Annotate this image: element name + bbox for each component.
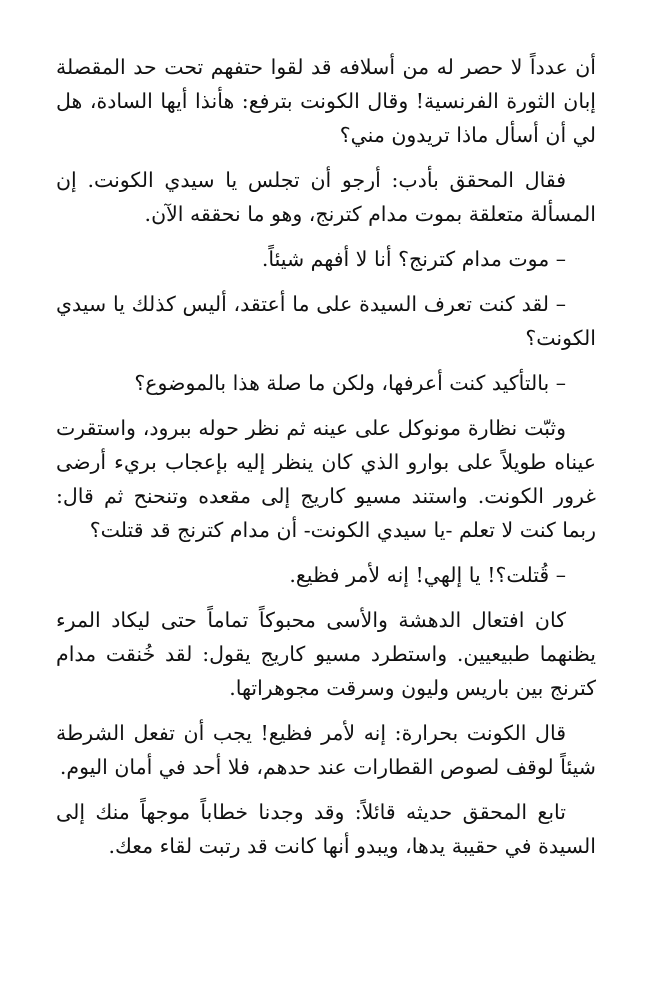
dialogue-line-1: – موت مدام كترنج؟ أنا لا أفهم شيئاً.: [261, 247, 566, 271]
paragraph-6: وثبّت نظارة مونوكل على عينه ثم نظر حوله ببرود، واستقرت عيناه طويلاً على بوارو الذي كان ينظر إليه بإعجاب بريء أرضى غرور الكونت. واستند مسيو كاريج إلى مقعده وتنحنح ثم قال: ربما كنت لا تعلم -يا سيدي الكونت- أن مدام كترنج قد قتلت؟: [56, 416, 596, 542]
paragraph-9: قال الكونت بحرارة: إنه لأمر فظيع! يجب أن تفعل الشرطة شيئاً لوقف لصوص القطارات عند حدهم، فلا أحد في أمان اليوم.: [56, 721, 596, 779]
dialogue-line-4: – قُتلت؟! يا إلهي! إنه لأمر فظيع.: [289, 563, 566, 587]
paragraph-2: فقال المحقق بأدب: أرجو أن تجلس يا سيدي الكونت. إن المسألة متعلقة بموت مدام كترنج، وهو ما نحققه الآن.: [56, 168, 596, 226]
paragraph-10: تابع المحقق حديثه قائلاً: وقد وجدنا خطاباً موجهاً منك إلى السيدة في حقيبة يدها، ويبدو أنها كانت قد رتبت لقاء معك.: [56, 800, 596, 858]
dialogue-line-2: – لقد كنت تعرف السيدة على ما أعتقد، أليس كذلك يا سيدي الكونت؟: [56, 292, 596, 350]
paragraph-8: كان افتعال الدهشة والأسى محبوكاً تماماً حتى ليكاد المرء يظنهما طبيعيين. واستطرد مسيو كاريج يقول: لقد خُنقت مدام كترنج بين باريس وليون وسرقت مجوهراتها.: [56, 608, 596, 700]
paragraph-1: أن عدداً لا حصر له من أسلافه قد لقوا حتفهم تحت حد المقصلة إبان الثورة الفرنسية! وقال الكونت بترفع: هأنذا أيها السادة، هل لي أن أسأل ماذا تريدون مني؟: [56, 55, 596, 147]
dialogue-line-3: – بالتأكيد كنت أعرفها، ولكن ما صلة هذا بالموضوع؟: [134, 371, 566, 395]
